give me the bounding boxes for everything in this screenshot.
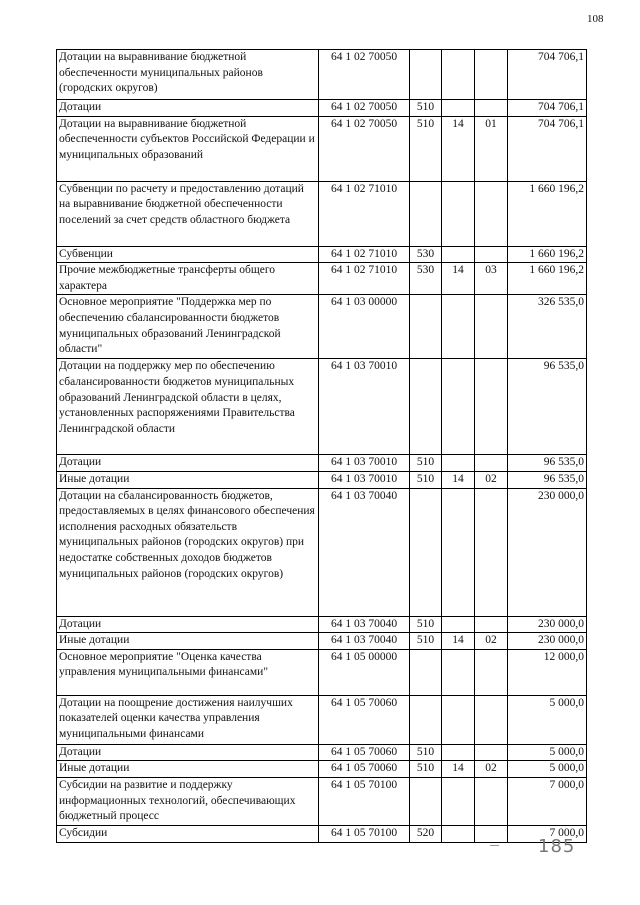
row-subsection [475,695,508,744]
row-section [442,744,475,761]
row-amount: 230 000,0 [508,616,587,633]
row-type: 510 [410,455,442,472]
row-code: 64 1 03 70040 [319,616,410,633]
row-code: 64 1 05 70100 [319,777,410,825]
row-section [442,695,475,744]
row-section: 14 [442,633,475,650]
row-name: Дотации на выравнивание бюджетной обеспеченности муниципальных районов (городских округов) [57,50,319,100]
table-row [57,359,587,455]
row-section [442,777,475,825]
row-code: 64 1 02 70050 [319,100,410,117]
row-type: 510 [410,761,442,778]
row-name: Дотации [57,616,319,633]
row-name: Субсидии [57,825,319,842]
row-name: Субвенции [57,246,319,263]
table-row [57,50,587,100]
row-section: 14 [442,471,475,488]
table-row [57,825,587,842]
handwritten-sheet-number: 185 [538,836,576,857]
table-row [57,616,587,633]
row-type [410,50,442,100]
row-code: 64 1 05 00000 [319,649,410,695]
row-type: 510 [410,616,442,633]
row-type: 510 [410,116,442,181]
row-amount: 1 660 196,2 [508,181,587,246]
row-type: 510 [410,100,442,117]
row-amount: 12 000,0 [508,649,587,695]
row-code: 64 1 03 70010 [319,359,410,455]
table-row [57,633,587,650]
row-code: 64 1 02 70050 [319,116,410,181]
table-row [57,471,587,488]
row-section [442,616,475,633]
row-section: 14 [442,116,475,181]
row-name: Субсидии на развитие и поддержку информационных технологий, обеспечивающих бюджетный процесс [57,777,319,825]
row-subsection [475,616,508,633]
row-amount: 5 000,0 [508,744,587,761]
row-subsection [475,50,508,100]
row-amount: 1 660 196,2 [508,263,587,295]
row-name: Субвенции по расчету и предоставлению дотаций на выравнивание бюджетной обеспеченности поселений за счет средств областного бюджета [57,181,319,246]
row-code: 64 1 02 71010 [319,246,410,263]
row-section [442,825,475,842]
row-amount: 96 535,0 [508,455,587,472]
row-type: 530 [410,263,442,295]
row-code: 64 1 05 70060 [319,695,410,744]
row-type [410,695,442,744]
row-type [410,181,442,246]
row-code: 64 1 05 70060 [319,761,410,778]
row-code: 64 1 05 70100 [319,825,410,842]
row-amount: 96 535,0 [508,471,587,488]
budget-table [56,49,587,843]
row-section [442,455,475,472]
row-code: 64 1 03 70040 [319,488,410,616]
row-name: Дотации на выравнивание бюджетной обеспеченности субъектов Российской Федерации и муниципальных образований [57,116,319,181]
row-type [410,649,442,695]
row-subsection [475,649,508,695]
row-name: Дотации на поддержку мер по обеспечению сбалансированности бюджетов муниципальных образований Ленинградской области в целях, установленных распоряжениями Правительства Ленинградской области [57,359,319,455]
row-amount: 7 000,0 [508,777,587,825]
row-subsection [475,295,508,359]
row-name: Дотации на поощрение достижения наилучших показателей оценки качества управления муниципальными финансами [57,695,319,744]
table-row [57,777,587,825]
table-row [57,761,587,778]
row-code: 64 1 05 70060 [319,744,410,761]
row-section [442,295,475,359]
row-section [442,50,475,100]
row-subsection: 03 [475,263,508,295]
row-amount: 5 000,0 [508,761,587,778]
table-row [57,695,587,744]
row-code: 64 1 03 70040 [319,633,410,650]
row-subsection [475,100,508,117]
row-amount: 7 000,0 [508,825,587,842]
row-name: Дотации на сбалансированность бюджетов, предоставляемых в целях финансового обеспечения исполнения расходных обязательств муниципальных районов (городских округов) при недостатке собственных доходов бюджетов муниципальных районов (городских округов) [57,488,319,616]
row-section [442,649,475,695]
row-subsection [475,359,508,455]
row-name: Основное мероприятие "Поддержка мер по обеспечению сбалансированности бюджетов муниципальных образований Ленинградской области" [57,295,319,359]
row-amount: 96 535,0 [508,359,587,455]
row-amount: 230 000,0 [508,633,587,650]
table-row [57,488,587,616]
table-row [57,100,587,117]
row-type [410,777,442,825]
row-section [442,359,475,455]
row-name: Иные дотации [57,761,319,778]
row-amount: 1 660 196,2 [508,246,587,263]
row-name: Иные дотации [57,471,319,488]
table-row [57,181,587,246]
row-type [410,295,442,359]
row-code: 64 1 02 70050 [319,50,410,100]
row-amount: 326 535,0 [508,295,587,359]
table-row [57,263,587,295]
row-subsection: 01 [475,116,508,181]
row-section [442,246,475,263]
row-type [410,488,442,616]
row-subsection [475,488,508,616]
row-subsection [475,777,508,825]
row-subsection: 02 [475,633,508,650]
row-name: Дотации [57,455,319,472]
row-amount: 230 000,0 [508,488,587,616]
row-amount: 704 706,1 [508,50,587,100]
pen-dash-mark [490,845,499,846]
table-row [57,116,587,181]
row-amount: 5 000,0 [508,695,587,744]
table-row [57,246,587,263]
row-subsection [475,455,508,472]
row-subsection: 02 [475,761,508,778]
row-amount: 704 706,1 [508,100,587,117]
row-section [442,488,475,616]
row-subsection [475,246,508,263]
row-type: 520 [410,825,442,842]
row-type: 510 [410,744,442,761]
row-subsection [475,744,508,761]
row-section [442,100,475,117]
row-subsection [475,181,508,246]
row-name: Иные дотации [57,633,319,650]
row-section: 14 [442,761,475,778]
row-code: 64 1 03 70010 [319,471,410,488]
page-number: 108 [587,13,604,25]
row-section: 14 [442,263,475,295]
table-row [57,455,587,472]
table-row [57,649,587,695]
row-type: 510 [410,633,442,650]
table-row [57,744,587,761]
row-amount: 704 706,1 [508,116,587,181]
row-section [442,181,475,246]
row-code: 64 1 03 00000 [319,295,410,359]
row-subsection [475,825,508,842]
row-name: Дотации [57,100,319,117]
row-name: Дотации [57,744,319,761]
row-subsection: 02 [475,471,508,488]
row-type [410,359,442,455]
table-row [57,295,587,359]
row-code: 64 1 03 70010 [319,455,410,472]
row-type: 530 [410,246,442,263]
row-name: Основное мероприятие "Оценка качества управления муниципальными финансами" [57,649,319,695]
row-name: Прочие межбюджетные трансферты общего характера [57,263,319,295]
row-code: 64 1 02 71010 [319,263,410,295]
row-type: 510 [410,471,442,488]
row-code: 64 1 02 71010 [319,181,410,246]
